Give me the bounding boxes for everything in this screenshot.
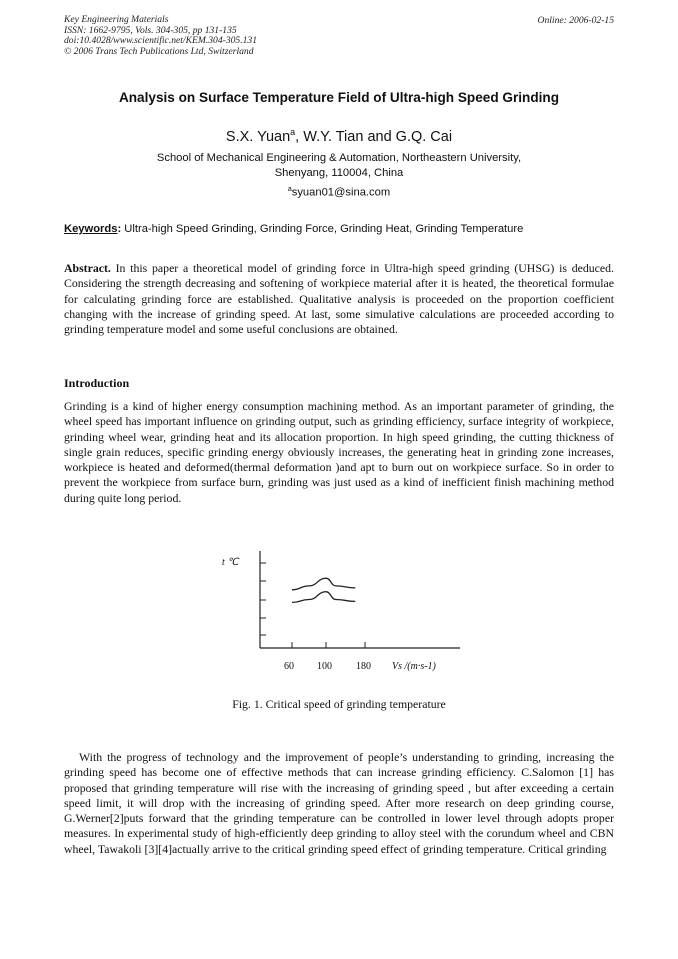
authors [40, 127, 638, 145]
keywords-text: Ultra-high Speed Grinding, Grinding Force, Grinding Heat, Grinding Temperature [121, 223, 524, 235]
keywords-colon: : [117, 223, 122, 235]
email-sup: a [287, 186, 292, 193]
y-axis-label: t ℃ [222, 557, 239, 568]
affiliation-line-2: Shenyang, 110004, China [274, 167, 404, 179]
doi-line: doi:10.4028/www.scientific.net/KEM.304-305.131 [64, 35, 258, 46]
copyright-line: © 2006 Trans Tech Publications Ltd, Switzerland [64, 45, 254, 57]
keywords [64, 223, 624, 235]
paragraph-2: With the progress of technology and the improvement of people’s understanding to grinding, increasing the grinding speed has become one of effective methods that can increase grinding efficiency. C.Salomon [1] has proposed that grinding temperature will rise with the increasing of grinding speed , but after exceeding a certain speed limit, it will drop with the increasing of grinding speed. After more research on deep grinding course, G.Werner[2]puts forward that the grinding temperature can be controlled in lower level through adopts proper measures. In experimental study of high-efficiently deep grinding to alloy steel with the corundum wheel and CBN wheel, Tawakoli [3][4]actually arrive to the critical grinding speed effect of grinding temperature. Critical grinding [64, 750, 614, 856]
figure-1 [210, 543, 470, 678]
author-1-sup: a [290, 127, 296, 137]
upper-curve-line [292, 578, 355, 590]
keywords-label: Keywords [64, 223, 118, 235]
journal-name: Key Engineering Materials [64, 14, 169, 25]
journal-header [64, 15, 257, 57]
email [40, 186, 638, 199]
figure-1-caption: Fig. 1. Critical speed of grinding temperature [232, 697, 446, 711]
figure-1-chart [210, 543, 470, 678]
introduction-text: Grinding is a kind of higher energy consumption machining method. As an important parameter of grinding, the wheel speed has important influence on grinding output, such as grinding efficiency, surface integrity of workpiece, grinding wheel wear, grinding heat and its allocation proportion. In high speed grinding, the cutting thickness of single grain reduces, specific grinding energy obviously increases, the generating heat in grinding zone increases, workpiece is heated and deformed(thermal deformation )and apt to burn out on workpiece surface. So in order to prevent the workpiece from surface burn, grinding was just used as a kind of inefficient finish machining method during quite long period. [64, 399, 614, 505]
abstract [64, 261, 614, 337]
issn-line: ISSN: 1662-9795, Vols. 304-305, pp 131-135 [64, 24, 237, 36]
introduction-heading: Introduction [64, 376, 130, 390]
affiliation [90, 151, 588, 181]
author-rest: , W.Y. Tian and G.Q. Cai [295, 128, 453, 145]
x-tick-label-100: 100 [317, 661, 332, 672]
email-address[interactable]: syuan01@sina.com [291, 186, 391, 199]
abstract-label: Abstract. [64, 261, 111, 275]
x-tick-label-180: 180 [356, 661, 371, 672]
online-date: Online: 2006-02-15 [537, 15, 614, 26]
lower-curve-line [292, 592, 355, 603]
abstract-text: In this paper a theoretical model of grinding force in Ultra-high speed grinding (UHSG) is deduced. Considering the strength decreasing and softening of workpiece material after it is heated, the theoretical formulae for calculating grinding force are established. Qualitative analysis is proceeded on the proportion coefficient changing with the increase of grinding speed. At last, some simulative calculations are proceeded according to grinding temperature model and some useful conclusions are obtained. [64, 261, 614, 337]
paper-title: Analysis on Surface Temperature Field of Ultra-high Speed Grinding [118, 90, 560, 105]
x-axis-label: Vs /(m·s-1) [392, 661, 436, 672]
author-1: S.X. Yuan [225, 128, 291, 145]
affiliation-line-1: School of Mechanical Engineering & Automation, Northeastern University, [156, 152, 522, 164]
x-tick-label-60: 60 [284, 661, 294, 672]
